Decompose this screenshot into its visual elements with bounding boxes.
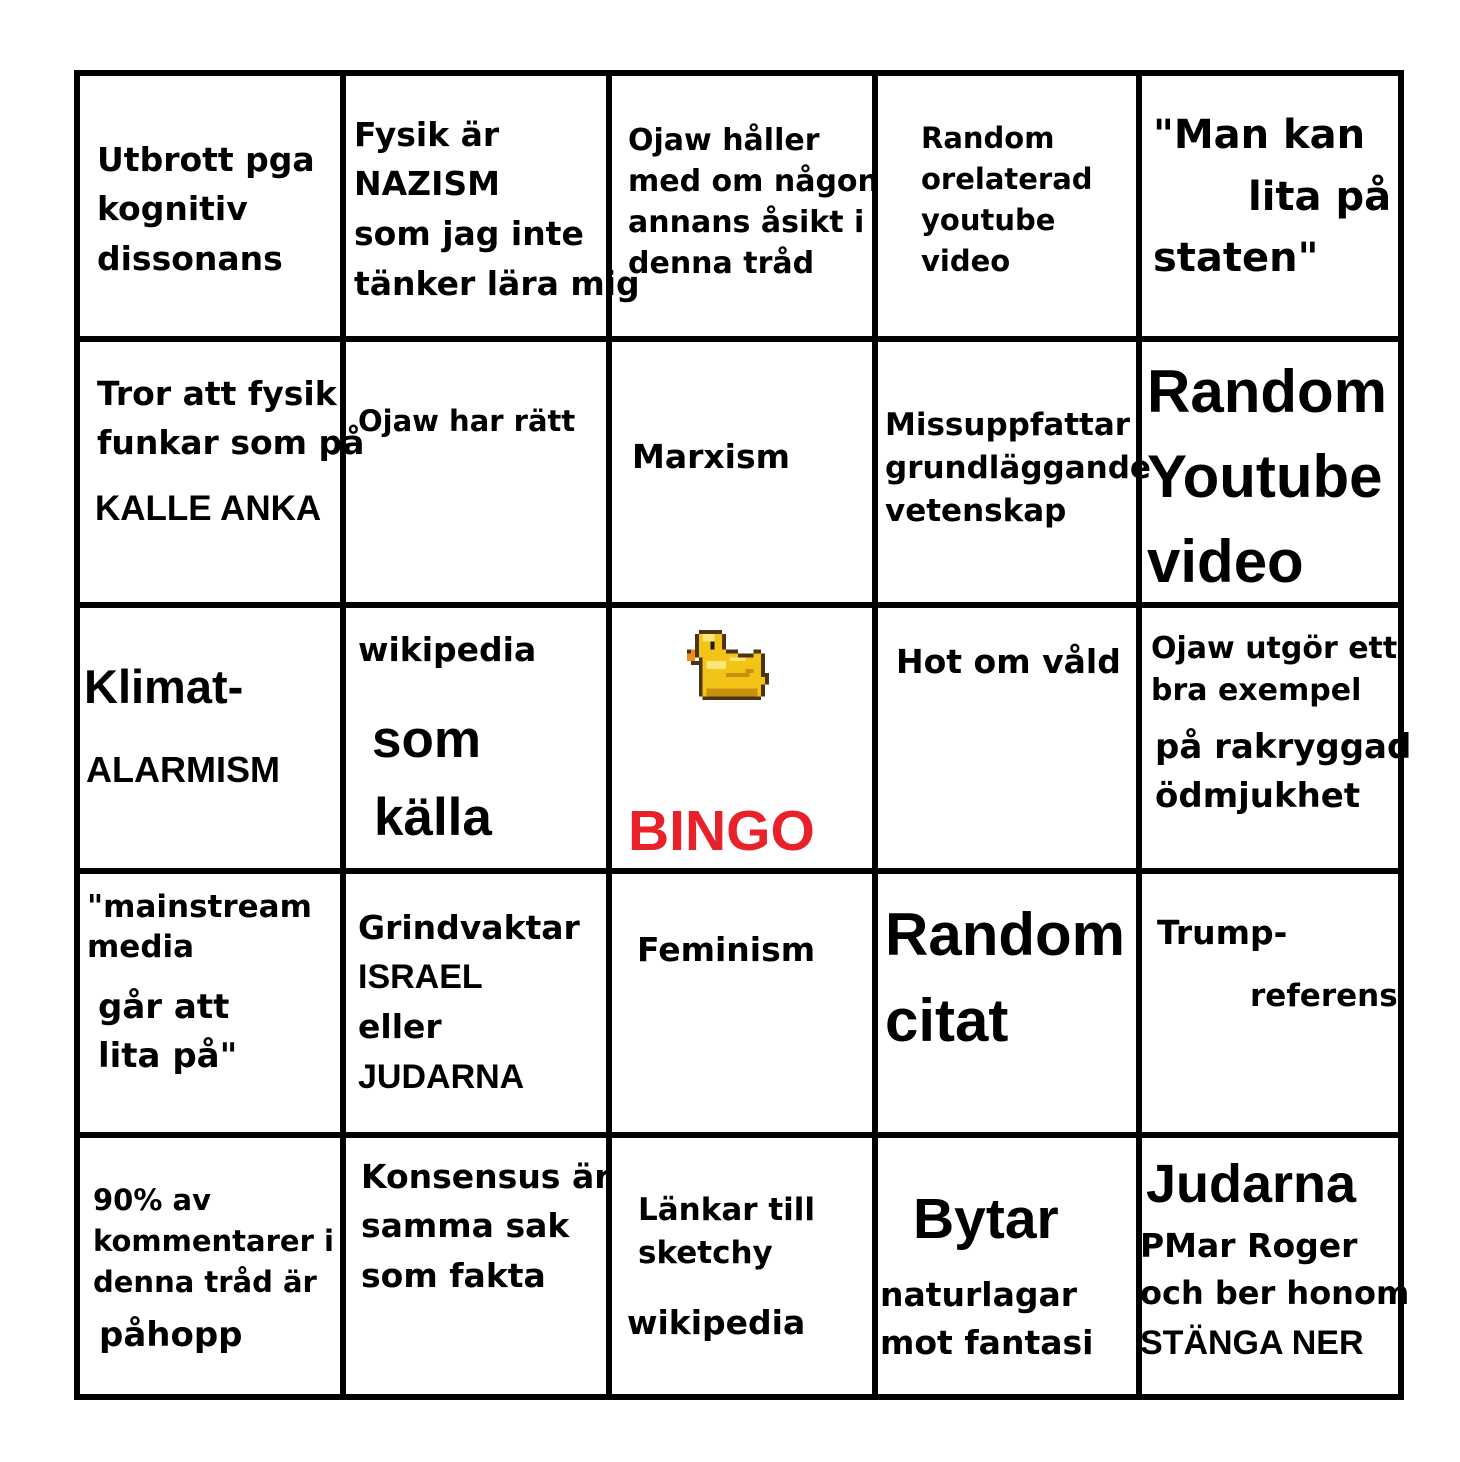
cell-text: PMar Roger (1140, 1226, 1358, 1265)
cell-text: wikipedia (627, 1303, 806, 1342)
cell-text: går att (98, 987, 230, 1027)
cell-text: staten" (1153, 235, 1319, 281)
cell-text: kognitiv (97, 189, 248, 228)
cell-text: Random (921, 121, 1055, 155)
cell-text: dissonans (97, 239, 283, 278)
cell-text: som (372, 710, 481, 769)
cell-text: påhopp (99, 1315, 243, 1355)
cell-text: funkar som på (97, 423, 365, 462)
grid-line (80, 868, 1398, 874)
cell-text: ödmjukhet (1155, 776, 1361, 816)
cell-text: "Man kan (1153, 112, 1366, 158)
cell-text: lita på (1248, 174, 1392, 220)
cell-text: vetenskap (885, 493, 1067, 529)
cell-text: KALLE ANKA (95, 489, 322, 528)
cell-text: "mainstream (87, 889, 312, 925)
cell-text: naturlagar (880, 1275, 1078, 1314)
grid-line (80, 1132, 1398, 1138)
cell-text: Random (885, 901, 1125, 968)
cell-text: referens (1250, 978, 1398, 1014)
cell-text: Ojaw har rätt (358, 404, 576, 438)
cell-text: annans åsikt i (628, 205, 865, 240)
cell-text: på rakryggad (1155, 727, 1412, 767)
cell-text: Klimat- (84, 660, 244, 713)
cell-text: denna tråd är (93, 1265, 317, 1299)
cell-text: Feminism (637, 930, 816, 969)
grid-line (872, 76, 878, 1394)
cell-text: Ojaw utgör ett (1151, 631, 1398, 666)
cell-text: mot fantasi (880, 1323, 1094, 1362)
cell-text: Random (1147, 358, 1387, 425)
grid-line (340, 76, 346, 1394)
cell-text: med om någon (628, 164, 879, 199)
cell-text: citat (885, 987, 1009, 1054)
cell-text: media (87, 929, 195, 965)
cell-text: orelaterad (921, 162, 1093, 196)
cell-text: Judarna (1146, 1154, 1357, 1214)
cell-text: NAZISM (354, 164, 500, 203)
cell-text: wikipedia (358, 630, 537, 669)
cell-text: Fysik är (354, 115, 500, 154)
cell-text: lita på" (98, 1036, 238, 1076)
duck-icon (686, 630, 770, 708)
cell-text: ISRAEL (358, 958, 483, 996)
cell-text: ALARMISM (86, 749, 280, 790)
cell-text: tänker lära mig (354, 264, 640, 303)
cell-text: Hot om våld (896, 642, 1121, 681)
cell-text: Bytar (913, 1187, 1059, 1251)
cell-text: Utbrott pga (97, 140, 315, 179)
cell-text: kommentarer i (93, 1224, 334, 1258)
cell-text: video (921, 244, 1011, 278)
grid-line (80, 602, 1398, 608)
cell-text: Youtube (1147, 443, 1383, 510)
cell-text: Marxism (632, 437, 791, 476)
cell-text: som fakta (361, 1256, 546, 1295)
cell-text: samma sak (361, 1206, 570, 1245)
cell-text: STÄNGA NER (1140, 1324, 1364, 1362)
cell-text: Ojaw håller (628, 123, 820, 158)
cell-text: grundläggande (885, 450, 1151, 486)
cell-text: och ber honom (1140, 1274, 1410, 1312)
cell-text: eller (358, 1007, 442, 1046)
cell-text: källa (374, 788, 492, 847)
grid-line (1136, 76, 1142, 1394)
cell-text: Länkar till (638, 1192, 816, 1228)
cell-text: Tror att fysik (97, 374, 337, 413)
cell-text: 90% av (93, 1183, 211, 1217)
cell-text: bra exempel (1151, 673, 1362, 708)
cell-text: JUDARNA (358, 1058, 525, 1096)
cell-text: youtube (921, 203, 1056, 237)
cell-text: video (1147, 528, 1304, 595)
bingo-label: BINGO (628, 799, 815, 863)
grid-line (80, 336, 1398, 342)
cell-text: som jag inte (354, 214, 584, 253)
cell-text: sketchy (638, 1235, 773, 1271)
cell-text: denna tråd (628, 246, 815, 281)
cell-text: Trump- (1157, 913, 1288, 952)
cell-text: Konsensus är (361, 1157, 611, 1196)
cell-text: Missuppfattar (885, 407, 1131, 443)
cell-text: Grindvaktar (358, 908, 580, 947)
